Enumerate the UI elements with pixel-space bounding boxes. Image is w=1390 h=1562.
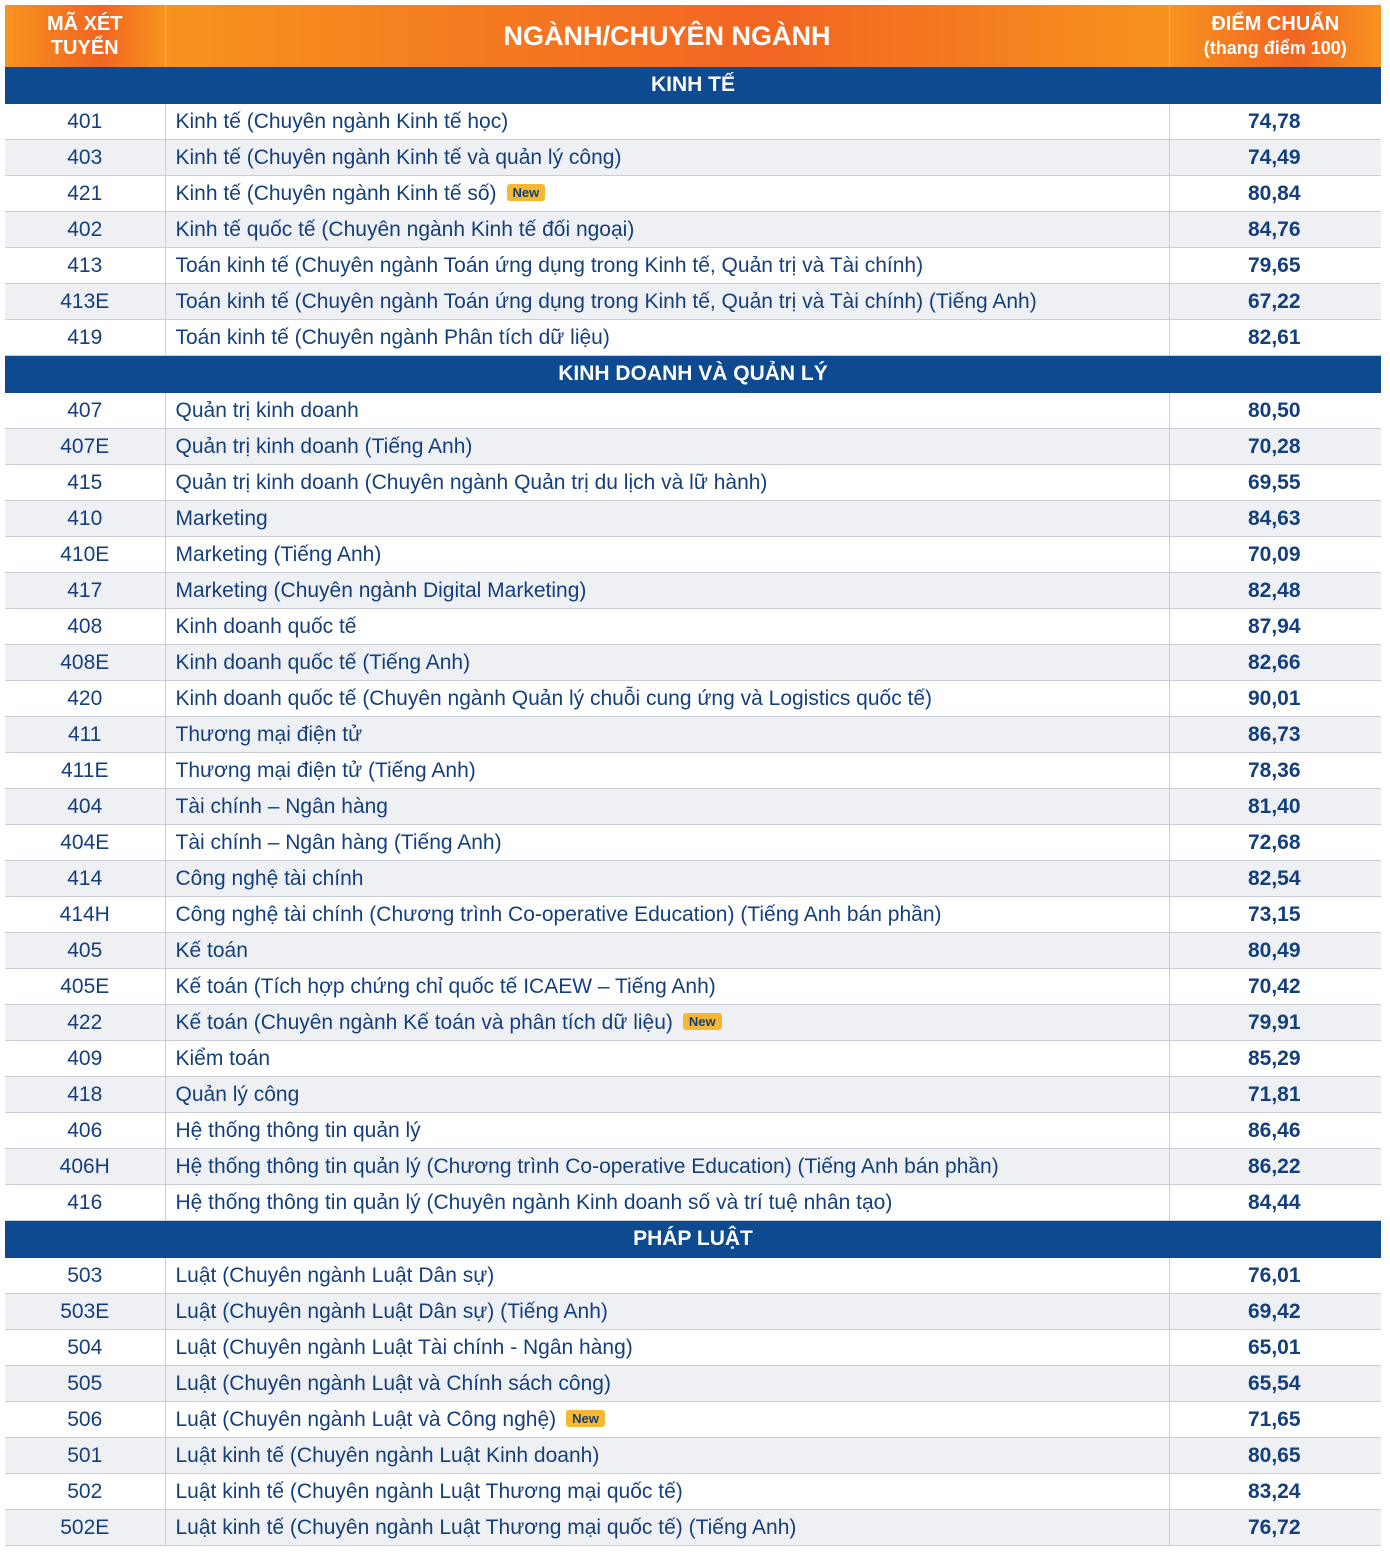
table-body [5,67,1381,1546]
row-code: 414 [5,861,165,897]
row-major: Marketing [175,506,268,530]
row-score-cell [1169,1294,1381,1330]
table-row [5,212,1381,248]
section-title: KINH DOANH VÀ QUẢN LÝ [5,356,1381,393]
section-title: PHÁP LUẬT [5,1221,1381,1258]
row-major: Quản trị kinh doanh (Chuyên ngành Quản trị du lịch và lữ hành) [175,470,768,494]
row-score: 71,81 [1247,1082,1301,1106]
row-score-cell [1169,717,1381,753]
row-score: 78,36 [1247,758,1301,782]
row-score: 70,09 [1247,542,1301,566]
header-score-sublabel: (thang điểm 100) [1203,38,1347,58]
row-code: 411 [5,717,165,753]
row-code: 506 [5,1402,165,1438]
row-code: 410E [5,537,165,573]
row-score-cell [1169,393,1381,429]
table-row [5,501,1381,537]
table-row [5,320,1381,356]
row-major: Toán kinh tế (Chuyên ngành Toán ứng dụng trong Kinh tế, Quản trị và Tài chính) [175,253,924,277]
row-major: Kinh tế (Chuyên ngành Kinh tế và quản lý công) [175,145,622,169]
header-code-line2: TUYỂN [50,37,119,59]
row-score-cell [1169,897,1381,933]
row-major-cell [165,1005,1169,1041]
row-score: 76,72 [1247,1515,1301,1539]
row-major: Hệ thống thông tin quản lý [175,1118,421,1142]
row-score: 81,40 [1247,794,1301,818]
table-row [5,1185,1381,1221]
row-major-cell [165,717,1169,753]
row-score: 74,49 [1247,145,1301,169]
table-row [5,861,1381,897]
row-major: Thương mại điện tử (Tiếng Anh) [175,758,476,782]
row-major: Kinh tế (Chuyên ngành Kinh tế số) [175,181,497,205]
row-score-cell [1169,1438,1381,1474]
row-major: Luật (Chuyên ngành Luật và Chính sách công) [175,1371,611,1395]
row-score-cell [1169,681,1381,717]
admission-score-table [5,5,1381,1546]
table-row [5,1077,1381,1113]
row-major: Kiểm toán [175,1046,271,1070]
row-score-cell [1169,501,1381,537]
row-code: 419 [5,320,165,356]
row-score: 70,42 [1247,974,1301,998]
row-score-cell [1169,969,1381,1005]
table-row [5,1149,1381,1185]
row-major-cell [165,1041,1169,1077]
row-major: Luật (Chuyên ngành Luật Dân sự) [175,1263,495,1287]
row-score: 74,78 [1247,109,1301,133]
row-code: 413E [5,284,165,320]
table-row [5,753,1381,789]
row-code: 503E [5,1294,165,1330]
row-score: 80,49 [1247,938,1301,962]
row-score: 84,63 [1247,506,1301,530]
row-major-cell [165,1077,1169,1113]
row-score-cell [1169,789,1381,825]
row-major: Luật (Chuyên ngành Luật Tài chính - Ngân hàng) [175,1335,633,1359]
row-major-cell [165,212,1169,248]
table-row [5,1474,1381,1510]
row-major-cell [165,429,1169,465]
row-code: 420 [5,681,165,717]
table-row [5,429,1381,465]
row-major-cell [165,465,1169,501]
table-row [5,897,1381,933]
row-score-cell [1169,465,1381,501]
row-score-cell [1169,248,1381,284]
row-code: 410 [5,501,165,537]
row-major-cell [165,681,1169,717]
table-row [5,681,1381,717]
row-major: Thương mại điện tử [175,722,363,746]
row-score: 72,68 [1247,830,1301,854]
section-row [5,1221,1381,1258]
row-code: 501 [5,1438,165,1474]
row-major-cell [165,1330,1169,1366]
table-row [5,1041,1381,1077]
row-major: Kế toán (Chuyên ngành Kế toán và phân tích dữ liệu) [175,1010,673,1034]
row-code: 405 [5,933,165,969]
row-score-cell [1169,1474,1381,1510]
row-score: 65,54 [1247,1371,1301,1395]
row-score: 85,29 [1247,1046,1301,1070]
row-major-cell [165,1258,1169,1294]
row-score-cell [1169,573,1381,609]
row-score: 86,22 [1247,1154,1301,1178]
row-code: 502E [5,1510,165,1546]
row-score-cell [1169,104,1381,140]
row-major: Kinh doanh quốc tế [175,614,357,638]
row-major-cell [165,1185,1169,1221]
row-code: 406 [5,1113,165,1149]
row-code: 408 [5,609,165,645]
table-row [5,140,1381,176]
row-code: 404E [5,825,165,861]
table-row [5,609,1381,645]
row-major-cell [165,501,1169,537]
new-badge: New [566,1410,605,1427]
row-major-cell [165,176,1169,212]
row-major-cell [165,1113,1169,1149]
row-score: 80,84 [1247,181,1301,205]
row-major-cell [165,609,1169,645]
row-score: 86,73 [1247,722,1301,746]
row-code: 401 [5,104,165,140]
row-score: 87,94 [1247,614,1301,638]
table-row [5,717,1381,753]
table-row [5,176,1381,212]
row-major-cell [165,861,1169,897]
row-code: 421 [5,176,165,212]
row-major: Kinh doanh quốc tế (Chuyên ngành Quản lý chuỗi cung ứng và Logistics quốc tế) [175,686,933,710]
table-row [5,1113,1381,1149]
row-major: Luật (Chuyên ngành Luật và Công nghệ) [175,1407,557,1431]
row-score: 82,54 [1247,866,1301,890]
row-major: Quản lý công [175,1082,300,1106]
row-score-cell [1169,1077,1381,1113]
header-score-label: ĐIỂM CHUẨN [1211,13,1340,35]
row-score-cell [1169,645,1381,681]
row-code: 503 [5,1258,165,1294]
row-score: 79,65 [1247,253,1301,277]
row-major: Luật kinh tế (Chuyên ngành Luật Thương mại quốc tế) (Tiếng Anh) [175,1515,797,1539]
row-score-cell [1169,212,1381,248]
row-major: Tài chính – Ngân hàng [175,794,388,818]
row-major: Luật kinh tế (Chuyên ngành Luật Thương mại quốc tế) [175,1479,683,1503]
row-code: 411E [5,753,165,789]
row-major-cell [165,1294,1169,1330]
row-major-cell [165,104,1169,140]
row-score: 82,48 [1247,578,1301,602]
row-major: Hệ thống thông tin quản lý (Chuyên ngành Kinh doanh số và trí tuệ nhân tạo) [175,1190,893,1214]
row-score-cell [1169,429,1381,465]
row-major-cell [165,320,1169,356]
row-major-cell [165,1149,1169,1185]
row-major: Luật kinh tế (Chuyên ngành Luật Kinh doanh) [175,1443,600,1467]
row-score-cell [1169,1185,1381,1221]
row-major-cell [165,248,1169,284]
section-title: KINH TẾ [5,67,1381,104]
row-score: 76,01 [1247,1263,1301,1287]
row-code: 405E [5,969,165,1005]
row-code: 502 [5,1474,165,1510]
row-major: Toán kinh tế (Chuyên ngành Phân tích dữ liệu) [175,325,610,349]
row-major: Công nghệ tài chính [175,866,364,890]
row-score: 71,65 [1247,1407,1301,1431]
row-score: 69,42 [1247,1299,1301,1323]
table-row [5,1294,1381,1330]
row-score-cell [1169,284,1381,320]
table-row [5,1330,1381,1366]
row-score-cell [1169,176,1381,212]
admission-score-table-container [5,5,1381,1546]
row-code: 413 [5,248,165,284]
header-major: NGÀNH/CHUYÊN NGÀNH [165,5,1169,67]
section-row [5,356,1381,393]
header-score [1169,5,1381,67]
header-code-line1: MÃ XÉT [46,13,123,35]
row-code: 422 [5,1005,165,1041]
row-major-cell [165,1402,1169,1438]
row-major: Kinh tế (Chuyên ngành Kinh tế học) [175,109,509,133]
table-row [5,969,1381,1005]
row-score-cell [1169,609,1381,645]
row-code: 416 [5,1185,165,1221]
table-row [5,248,1381,284]
row-score-cell [1169,933,1381,969]
table-row [5,933,1381,969]
row-code: 415 [5,465,165,501]
row-major: Kế toán [175,938,248,962]
row-score: 67,22 [1247,289,1301,313]
row-major-cell [165,969,1169,1005]
row-score-cell [1169,861,1381,897]
row-score-cell [1169,1366,1381,1402]
table-row [5,104,1381,140]
row-score: 82,66 [1247,650,1301,674]
table-row [5,284,1381,320]
table-row [5,465,1381,501]
row-code: 409 [5,1041,165,1077]
row-score-cell [1169,140,1381,176]
row-major-cell [165,645,1169,681]
row-score-cell [1169,1113,1381,1149]
row-major: Kinh doanh quốc tế (Tiếng Anh) [175,650,471,674]
row-major-cell [165,1474,1169,1510]
row-major: Công nghệ tài chính (Chương trình Co-operative Education) (Tiếng Anh bán phần) [175,902,942,926]
row-major-cell [165,537,1169,573]
row-score-cell [1169,1005,1381,1041]
row-score-cell [1169,537,1381,573]
row-major-cell [165,140,1169,176]
row-code: 418 [5,1077,165,1113]
row-score: 80,50 [1247,398,1301,422]
row-major-cell [165,933,1169,969]
table-row [5,825,1381,861]
row-major: Hệ thống thông tin quản lý (Chương trình Co-operative Education) (Tiếng Anh bán phần) [175,1154,999,1178]
row-major-cell [165,825,1169,861]
row-score: 65,01 [1247,1335,1301,1359]
row-score-cell [1169,825,1381,861]
row-score: 83,24 [1247,1479,1301,1503]
section-row [5,67,1381,104]
table-header [5,5,1381,67]
row-code: 406H [5,1149,165,1185]
table-row [5,645,1381,681]
row-score: 79,91 [1247,1010,1301,1034]
row-score-cell [1169,1402,1381,1438]
row-score-cell [1169,1041,1381,1077]
table-row [5,1258,1381,1294]
row-code: 504 [5,1330,165,1366]
header-code [5,5,165,67]
row-code: 407E [5,429,165,465]
row-major: Quản trị kinh doanh (Tiếng Anh) [175,434,473,458]
row-score-cell [1169,1258,1381,1294]
row-major: Kinh tế quốc tế (Chuyên ngành Kinh tế đối ngoại) [175,217,635,241]
new-badge: New [507,184,546,201]
row-score-cell [1169,753,1381,789]
table-row [5,1402,1381,1438]
table-row [5,1510,1381,1546]
row-score: 86,46 [1247,1118,1301,1142]
row-code: 414H [5,897,165,933]
row-score: 73,15 [1247,902,1301,926]
row-code: 417 [5,573,165,609]
row-code: 505 [5,1366,165,1402]
table-row [5,573,1381,609]
row-code: 404 [5,789,165,825]
row-score: 90,01 [1247,686,1301,710]
row-major: Quản trị kinh doanh [175,398,359,422]
row-score-cell [1169,320,1381,356]
row-major: Toán kinh tế (Chuyên ngành Toán ứng dụng trong Kinh tế, Quản trị và Tài chính) (Tiếng Anh) [175,289,1037,313]
row-major-cell [165,1366,1169,1402]
table-row [5,1438,1381,1474]
row-major: Marketing (Tiếng Anh) [175,542,382,566]
table-row [5,537,1381,573]
row-code: 402 [5,212,165,248]
row-score-cell [1169,1510,1381,1546]
row-score: 84,44 [1247,1190,1301,1214]
row-major-cell [165,897,1169,933]
row-major: Luật (Chuyên ngành Luật Dân sự) (Tiếng Anh) [175,1299,608,1323]
row-code: 408E [5,645,165,681]
row-major-cell [165,284,1169,320]
table-row [5,1366,1381,1402]
row-score: 80,65 [1247,1443,1301,1467]
row-score: 82,61 [1247,325,1301,349]
row-major-cell [165,789,1169,825]
row-major-cell [165,393,1169,429]
row-major: Kế toán (Tích hợp chứng chỉ quốc tế ICAEW – Tiếng Anh) [175,974,716,998]
row-major: Tài chính – Ngân hàng (Tiếng Anh) [175,830,502,854]
row-score: 69,55 [1247,470,1301,494]
row-score-cell [1169,1149,1381,1185]
row-major-cell [165,1510,1169,1546]
row-major-cell [165,753,1169,789]
row-major-cell [165,1438,1169,1474]
row-major: Marketing (Chuyên ngành Digital Marketing) [175,578,587,602]
table-row [5,393,1381,429]
row-major-cell [165,573,1169,609]
row-code: 403 [5,140,165,176]
new-badge: New [683,1013,722,1030]
row-code: 407 [5,393,165,429]
table-row [5,1005,1381,1041]
row-score: 84,76 [1247,217,1301,241]
table-row [5,789,1381,825]
row-score: 70,28 [1247,434,1301,458]
row-score-cell [1169,1330,1381,1366]
